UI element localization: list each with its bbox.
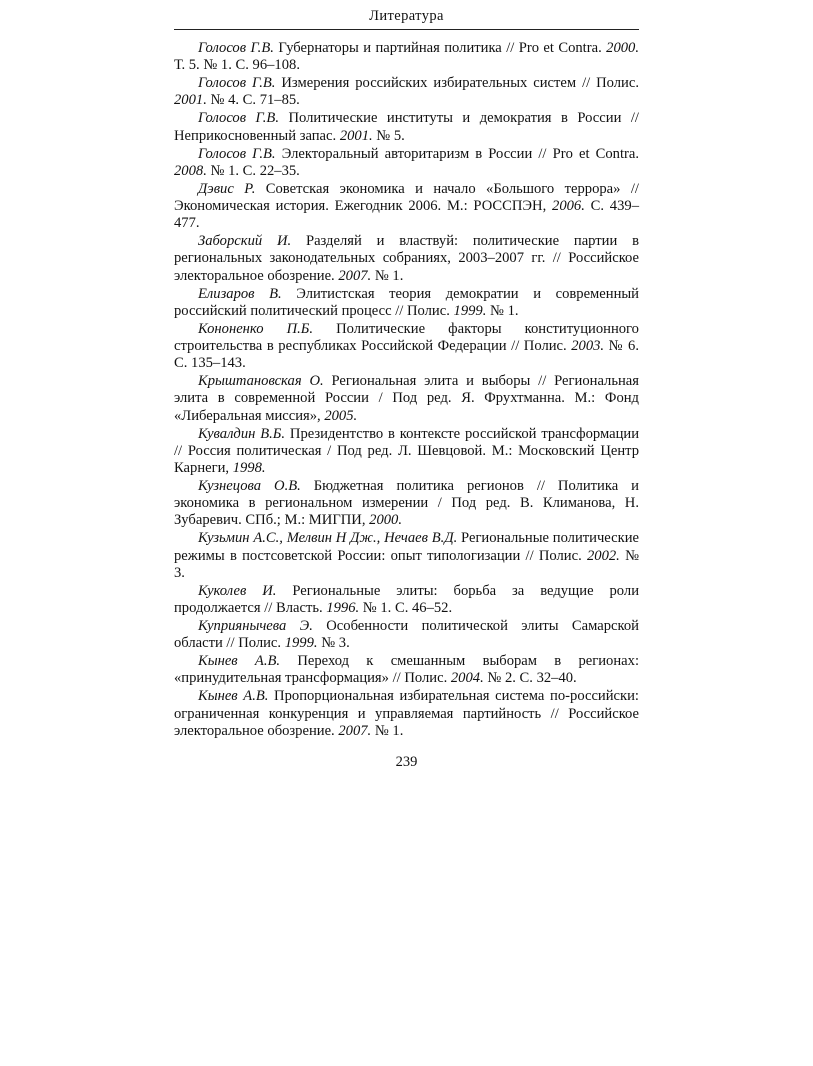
entry-year: 2002. <box>586 547 620 564</box>
entry-text: № 5. <box>372 127 405 144</box>
book-page <box>174 8 639 771</box>
entry-text: Разделяй и властвуй: политические партии в региональных законодательных собраниях, 2003–2007 гг. // Российское электоральное обозрение. <box>174 233 639 284</box>
entry-text: Особенности политической элиты Самарской области // Полис. <box>174 618 639 652</box>
entry-text: Электоральный авторитаризм в России // Pro et Contra. <box>275 145 639 162</box>
entry-text: № 6. С. 135–143. <box>174 338 639 372</box>
entry-author: Голосов Г.В. <box>198 145 276 162</box>
entry-year: 1999. <box>284 635 318 652</box>
entry-text: № 4. С. 71–85. <box>206 92 300 109</box>
entry-text: Региональные элиты: борьба за ведущие роли продолжается // Власть. <box>174 582 640 617</box>
entry-author: Голосов Г.В. <box>198 110 279 127</box>
entry-text: Советская экономика и начало «Большого террора» // Экономическая история. Ежегодник 2006. М.: РОССПЭН, <box>174 180 639 215</box>
entry-text: № 2. С. 32–40. <box>483 670 577 687</box>
entry-text: С. 439–477. <box>174 198 639 232</box>
bibliography-entry <box>174 530 639 582</box>
entry-text: Региональная элита и выборы // Региональная элита в современной России / Под ред. Я. Фрухтманна. М.: Фонд «Либеральная миссия», <box>174 373 639 424</box>
bibliography-entry <box>174 321 639 373</box>
entry-author: Дэвис Р. <box>198 180 256 197</box>
bibliography-entry <box>174 688 639 740</box>
entry-text: Политические факторы конституционного строительства в республиках Российской Федерации // Полис. <box>174 320 639 355</box>
entry-year: 2004. <box>450 670 484 687</box>
entry-text: № 1. <box>486 302 519 319</box>
entry-text: Губернаторы и партийная политика // Pro et Contra. <box>273 40 607 56</box>
entry-year: 2007. <box>338 722 372 739</box>
bibliography-entry <box>174 233 639 285</box>
entry-author: Кынев А.В. <box>198 688 269 705</box>
entry-author: Голосов Г.В. <box>198 40 274 56</box>
entry-author: Куприянычева Э. <box>198 618 313 635</box>
entry-text: Переход к смешанным выборам в регионах: «принудительная трансформация» // Полис. <box>174 653 639 687</box>
entry-year: 1999. <box>453 302 487 319</box>
entry-year: 2000. <box>606 40 639 56</box>
entry-year: 2003. <box>571 338 605 355</box>
entry-text: Т. 5. № 1. С. 96–108. <box>174 57 300 74</box>
entry-text: № 3. <box>317 635 350 652</box>
bibliography-entry <box>174 181 639 233</box>
bibliography-list <box>174 40 639 740</box>
entry-author: Крыштановская О. <box>198 373 324 390</box>
entry-text: Президентство в контексте российской трансформации // Россия политическая / Под ред. Л. Шевцовой. М.: Московский Центр Карнеги, <box>174 425 640 477</box>
entry-text: Бюджетная политика регионов // Политика и экономика в региональном измерении / Под ред. В. Климанова, Н. Зубаревич. СПб.; М.: МИГПИ, <box>174 478 639 529</box>
entry-year: 1998. <box>232 460 266 477</box>
entry-author: Кувалдин В.Б. <box>198 425 286 442</box>
entry-author: Кузьмин А.С., Мелвин Н Дж., Нечаев В.Д. <box>198 530 458 547</box>
entry-author: Голосов Г.В. <box>198 75 276 92</box>
entry-text: Элитистская теория демократии и современный российский политический процесс // Полис. <box>174 285 639 319</box>
entry-author: Кононенко П.Б. <box>198 320 314 337</box>
running-header: Литература <box>174 8 639 30</box>
bibliography-entry <box>174 653 639 687</box>
entry-author: Куколев И. <box>198 582 277 599</box>
entry-author: Кынев А.В. <box>198 653 281 670</box>
bibliography-entry <box>174 478 639 530</box>
bibliography-entry <box>174 146 639 180</box>
bibliography-entry <box>174 373 639 425</box>
entry-text: № 1. <box>371 267 404 284</box>
bibliography-entry <box>174 110 639 144</box>
entry-text: Региональные политические режимы в постсоветской России: опыт типологизации // Полис. <box>174 530 639 564</box>
entry-author: Елизаров В. <box>198 285 282 302</box>
entry-year: 2000. <box>369 512 402 529</box>
entry-text: Политические институты и демократия в России // Неприкосновенный запас. <box>174 110 639 144</box>
entry-year: 2006. <box>552 198 585 215</box>
bibliography-entry <box>174 618 639 652</box>
entry-text: Пропорциональная избирательная система по-российски: ограниченная конкуренция и управляемая партийность // Российское электоральное обозрение. <box>174 688 639 739</box>
bibliography-entry <box>174 426 639 478</box>
page-number: 239 <box>395 754 418 771</box>
entry-text: Измерения российских избирательных систем // Полис. <box>275 75 639 92</box>
entry-author: Кузнецова О.В. <box>198 478 301 495</box>
entry-text: № 1. <box>371 722 404 739</box>
entry-text: № 1. С. 22–35. <box>206 162 300 179</box>
bibliography-entry <box>174 75 639 109</box>
bibliography-entry <box>174 583 639 617</box>
bibliography-entry <box>174 286 639 320</box>
entry-year: 2008. <box>174 162 207 179</box>
bibliography-entry <box>174 40 639 74</box>
entry-year: 2001. <box>339 127 373 144</box>
entry-text: № 3. <box>174 547 639 581</box>
entry-year: 2005. <box>324 407 358 424</box>
entry-author: Заборский И. <box>198 233 292 250</box>
entry-year: 2007. <box>338 267 372 284</box>
entry-year: 1996. <box>326 600 360 617</box>
entry-year: 2001. <box>174 92 207 109</box>
entry-text: № 1. С. 46–52. <box>359 600 453 617</box>
